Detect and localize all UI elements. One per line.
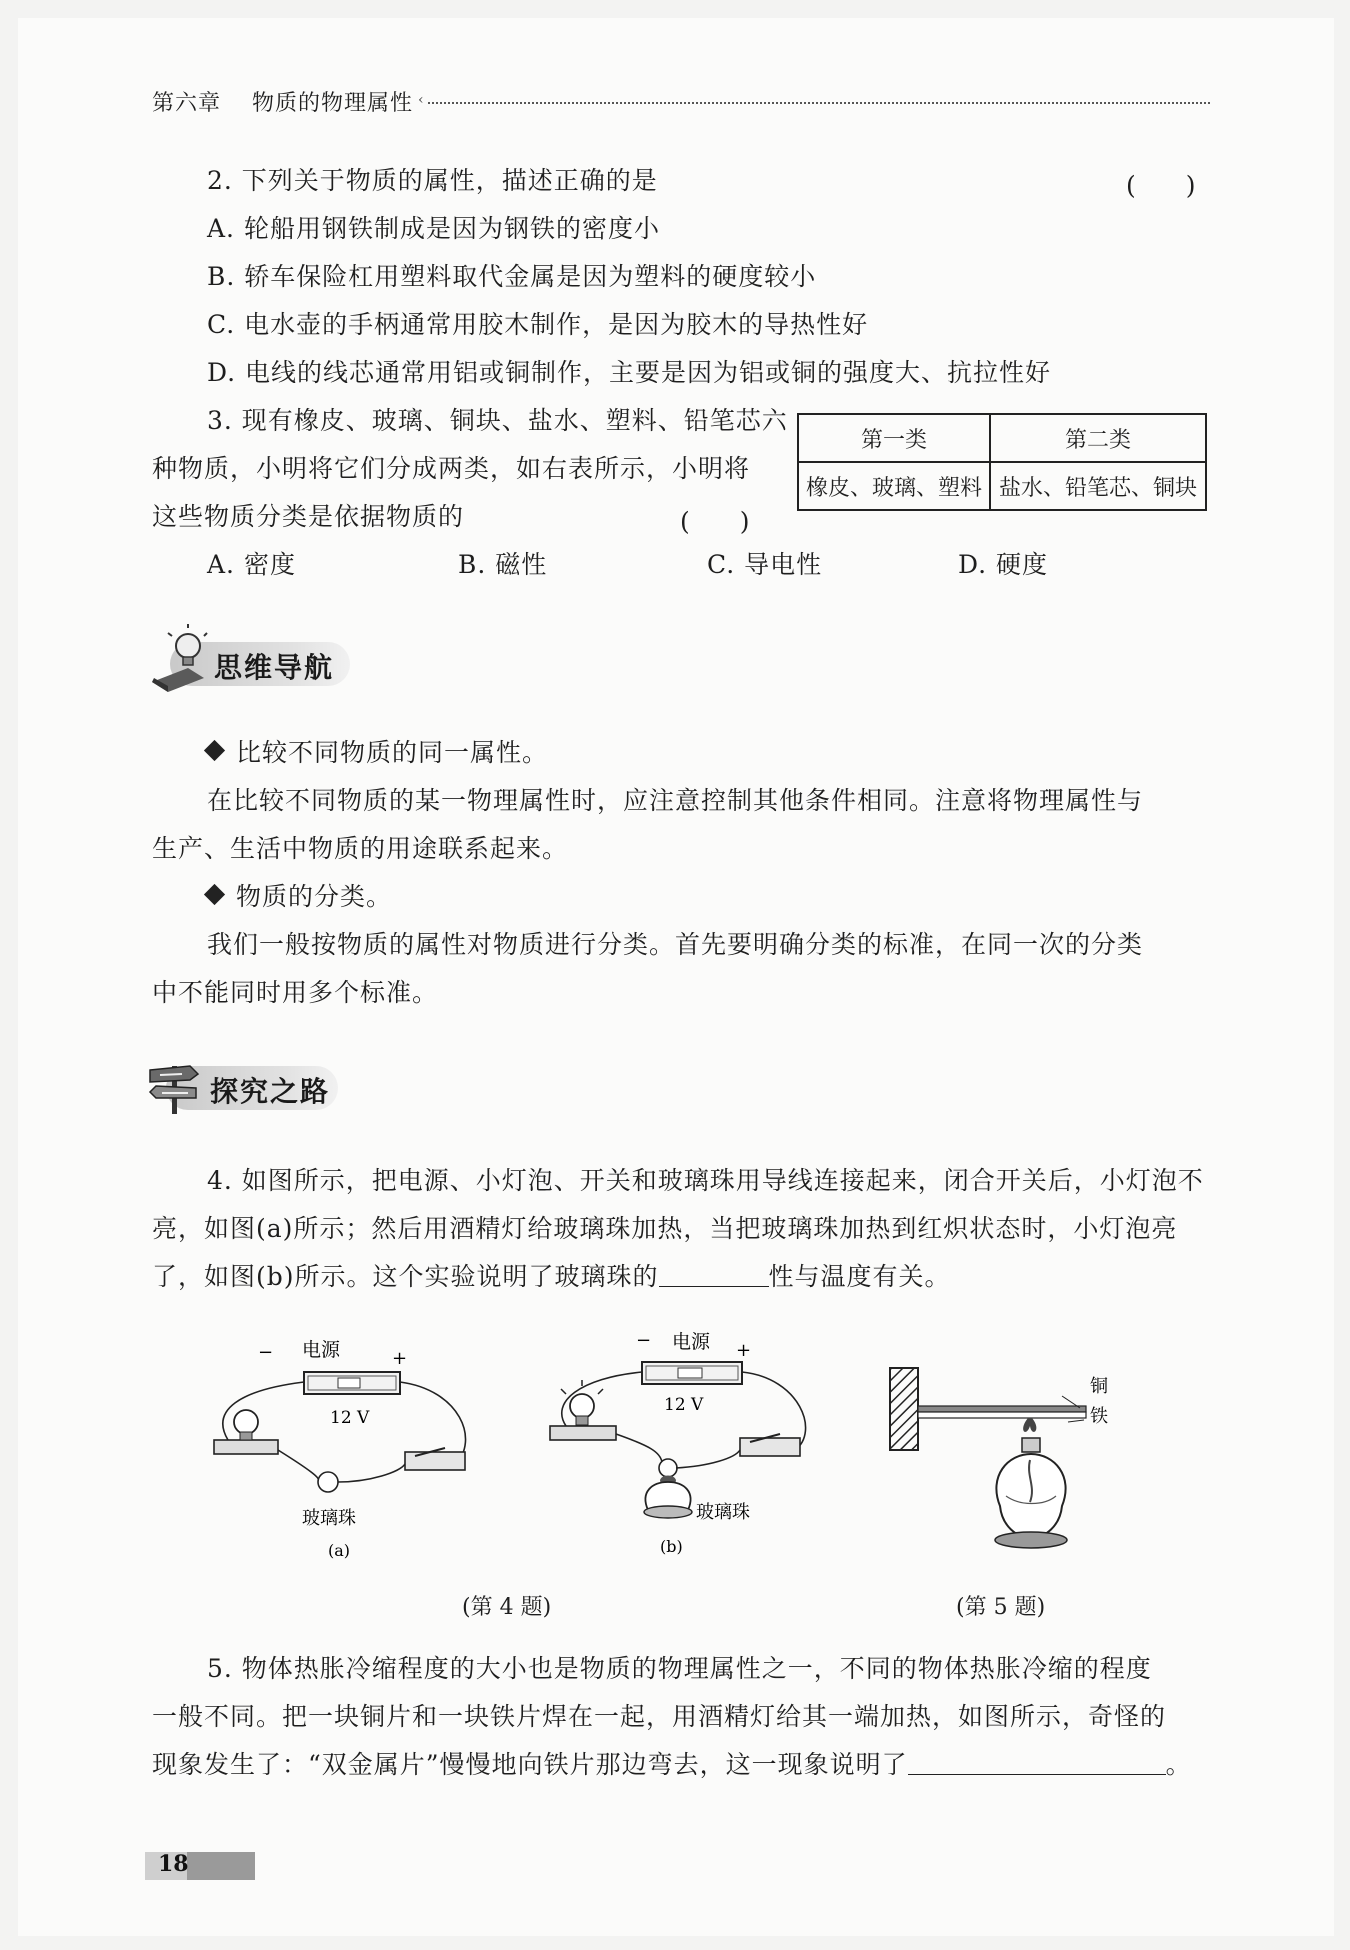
lightbulb-book-icon <box>148 624 208 694</box>
lightbulb-lit-icon <box>570 1394 594 1418</box>
q3-line-2: 种物质，小明将它们分成两类，如右表所示，小明将 <box>152 454 751 483</box>
svg-text:电源: 电源 <box>302 1339 341 1361</box>
q4-line-3: 了，如图(b)所示。这个实验说明了玻璃珠的 性与温度有关。 <box>152 1262 951 1291</box>
table-header-class-1: 第一类 <box>798 414 990 462</box>
page-number: 18 <box>158 1851 189 1877</box>
svg-text:铜: 铜 <box>1090 1376 1108 1397</box>
signpost-icon <box>146 1058 206 1116</box>
svg-text:−: − <box>258 1342 274 1363</box>
header-rule <box>428 102 1210 104</box>
chapter-title: 物质的物理属性 <box>252 91 414 116</box>
copper-strip <box>918 1406 1086 1412</box>
q3-option-b: B. 磁性 <box>458 550 548 579</box>
glass-bead-icon <box>318 1472 338 1492</box>
bulb-base <box>214 1440 278 1454</box>
q2-answer-bracket: ( ) <box>1126 171 1196 200</box>
thinking-text-2a: 我们一般按物质的属性对物质进行分类。首先要明确分类的标准，在同一次的分类 <box>207 930 1144 959</box>
q3-answer-bracket: ( ) <box>680 507 750 536</box>
caption-q4: (第 4 题) <box>462 1595 552 1620</box>
q4-line-2: 亮，如图(a)所示；然后用酒精灯给玻璃珠加热，当把玻璃珠加热到红炽状态时，小灯泡亮 <box>152 1214 1178 1243</box>
q5-line-1: 5. 物体热胀冷缩程度的大小也是物质的物理属性之一，不同的物体热胀冷缩的程度 <box>207 1654 1152 1683</box>
thinking-text-2b: 中不能同时用多个标准。 <box>152 978 439 1007</box>
lightbulb-icon <box>234 1410 258 1434</box>
q5-answer-blank[interactable] <box>908 1748 1166 1775</box>
switch-icon <box>740 1438 800 1456</box>
q3-option-c: C. 导电性 <box>707 550 823 579</box>
svg-text:玻璃珠: 玻璃珠 <box>696 1502 750 1523</box>
q3-option-a: A. 密度 <box>207 550 296 579</box>
q2-option-b: B. 轿车保险杠用塑料取代金属是因为塑料的硬度较小 <box>207 262 817 291</box>
switch-icon <box>405 1452 465 1470</box>
svg-text:电源: 电源 <box>672 1331 711 1353</box>
q2-option-c: C. 电水壶的手柄通常用胶木制作，是因为胶木的导热性好 <box>207 310 869 339</box>
svg-text:玻璃珠: 玻璃珠 <box>302 1508 356 1529</box>
wall-clamp <box>890 1368 918 1450</box>
thinking-point-2: 物质的分类。 <box>207 880 392 914</box>
q5-line-3: 现象发生了：“双金属片”慢慢地向铁片那边弯去，这一现象说明了 。 <box>152 1750 1192 1779</box>
svg-text:(b): (b) <box>660 1537 683 1556</box>
q4-line-1: 4. 如图所示，把电源、小灯泡、开关和玻璃珠用导线连接起来，闭合开关后，小灯泡不 <box>207 1166 1204 1195</box>
svg-text:−: − <box>636 1330 652 1351</box>
classification-table <box>797 413 1207 511</box>
diamond-bullet-icon <box>204 740 225 761</box>
svg-text:铁: 铁 <box>1090 1406 1108 1427</box>
svg-text:12 V: 12 V <box>330 1408 370 1428</box>
q2-stem: 2. 下列关于物质的属性，描述正确的是 <box>207 166 658 195</box>
explore-banner-title: 探究之路 <box>210 1075 331 1108</box>
svg-text:+: + <box>392 1348 408 1369</box>
svg-text:12 V: 12 V <box>664 1395 704 1415</box>
iron-strip <box>918 1412 1086 1418</box>
q2-option-a: A. 轮船用钢铁制成是因为钢铁的密度小 <box>207 214 660 243</box>
q3-option-d: D. 硬度 <box>958 550 1049 579</box>
q2-option-d: D. 电线的线芯通常用铝或铜制作，主要是因为铝或铜的强度大、抗拉性好 <box>207 358 1052 387</box>
glass-bead-icon <box>659 1459 677 1477</box>
thinking-text-1a: 在比较不同物质的某一物理属性时，应注意控制其他条件相同。注意将物理属性与 <box>207 786 1144 815</box>
diamond-bullet-icon <box>204 884 225 905</box>
q5-line-2: 一般不同。把一块铜片和一块铁片焊在一起，用酒精灯给其一端加热，如图所示，奇怪的 <box>152 1702 1167 1731</box>
thinking-text-1b: 生产、生活中物质的用途联系起来。 <box>152 834 569 863</box>
q3-line-1: 3. 现有橡皮、玻璃、铜块、盐水、塑料、铅笔芯六 <box>207 406 788 435</box>
circuit-figure-b <box>540 1322 840 1562</box>
svg-text:+: + <box>736 1340 752 1361</box>
table-cell-class-1: 橡皮、玻璃、塑料 <box>798 462 990 510</box>
header-arrow-icon: ‹ <box>418 92 424 108</box>
q4-answer-blank[interactable] <box>659 1260 769 1287</box>
thinking-banner-title: 思维导航 <box>214 651 335 684</box>
bimetal-strip-figure <box>880 1356 1120 1576</box>
table-header-class-2: 第二类 <box>990 414 1206 462</box>
table-cell-class-2: 盐水、铅笔芯、铜块 <box>990 462 1206 510</box>
svg-text:(a): (a) <box>328 1541 351 1560</box>
q3-line-3: 这些物质分类是依据物质的 <box>152 502 465 531</box>
caption-q5: (第 5 题) <box>956 1595 1046 1620</box>
circuit-figure-a <box>200 1330 500 1560</box>
chapter-label: 第六章 <box>152 91 222 116</box>
thinking-point-1: 比较不同物质的同一属性。 <box>207 736 548 770</box>
